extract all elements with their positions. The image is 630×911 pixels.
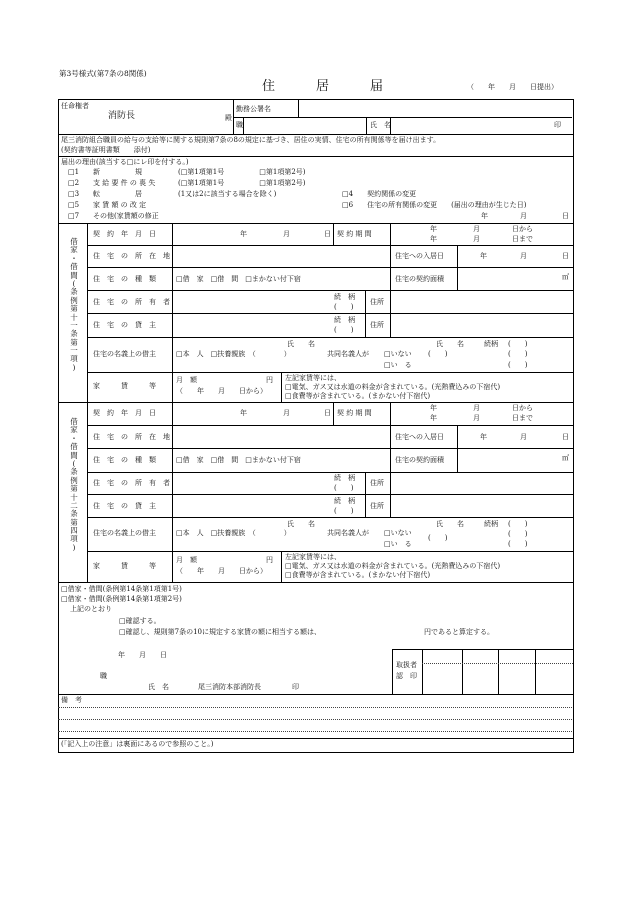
bottom-position: 職 — [100, 672, 107, 680]
s2-joint-paren-4: ( ) — [508, 540, 528, 548]
attachment-text: (契約書等証明書類 添付) — [61, 146, 151, 154]
s2-from-month: 月 — [473, 404, 480, 412]
reason-box-1[interactable]: □1 — [68, 168, 80, 176]
s1-joint-label: 共同名義人が — [327, 350, 369, 358]
s1-rent-note: 左記家賃等には、 — [285, 374, 341, 382]
s2-monthly: 月 額 — [176, 556, 197, 564]
s1-from-year: 年 — [430, 225, 437, 233]
s2-day: 日 — [324, 409, 331, 417]
s1-rent-opt1[interactable]: □電気、ガス又は水道の料金が含まれている。(光熱費込みの下宿代) — [285, 383, 501, 391]
footer-note: (「記入上の注意」は裏面にあるので参照のこと。) — [61, 740, 214, 748]
s1-movein-day: 日 — [562, 252, 569, 260]
s1-lender-label: 住 宅 の 貸 主 — [93, 321, 156, 329]
s2-rent-opt1[interactable]: □電気、ガス又は水道の料金が含まれている。(光熱費込みの下宿代) — [285, 562, 501, 570]
s2-owner-paren: ( ) — [334, 484, 354, 492]
form-number: 第3号様式(第7条の8関係) — [59, 69, 147, 78]
s1-monthly: 月 額 — [176, 376, 197, 384]
s1-joint-paren-4: ( ) — [508, 361, 528, 369]
s2-to-day: 日まで — [512, 414, 533, 422]
reason-year: 年 — [481, 212, 488, 220]
s2-type-label: 住 宅 の 種 類 — [93, 456, 156, 464]
s1-owner-address: 住所 — [370, 298, 384, 306]
s1-name-head: 氏 名 — [287, 340, 315, 348]
s1-yen: 円 — [266, 376, 273, 384]
dono-label: 殿 — [225, 114, 232, 122]
reason-note-2: (□第1項第1号 □第1項第2号) — [178, 179, 306, 187]
s2-area-label: 住宅の契約面積 — [395, 456, 444, 464]
s2-owner-label: 住 宅 の 所 有 者 — [93, 479, 170, 487]
s1-year: 年 — [240, 230, 247, 238]
s2-address-label: 住 宅 の 所 在 地 — [93, 433, 170, 441]
s2-from: （ 年 月 日から） — [176, 567, 267, 575]
s2-owner-relation: 続 柄 — [334, 474, 355, 482]
s2-from-day: 日から — [512, 404, 533, 412]
s1-period-label: 契 約 期 間 — [337, 230, 372, 238]
s2-tenant-options[interactable]: □本 人 □扶養親族 （ ） — [176, 529, 291, 537]
name-label: 氏 名 — [370, 121, 391, 129]
reason-label-2: 支 給 要 件 の 喪 失 — [93, 179, 156, 187]
reason-heading: 届出の理由(該当する□にレ印を付する。) — [61, 158, 189, 166]
bottom-seal: 印 — [292, 683, 299, 691]
bottom-chief: 尾三消防本部消防長 — [198, 683, 261, 691]
s1-joint-paren-3: ( ) — [508, 350, 528, 358]
s1-joint-paren-2: ( ) — [428, 350, 448, 358]
bottom-confirm-1[interactable]: □確認する。 — [119, 617, 161, 625]
s2-year: 年 — [240, 409, 247, 417]
bottom-opt-2[interactable]: □借家・借間(条例第14条第1項第2号) — [61, 595, 182, 603]
s1-rent-label: 家 賃 等 — [93, 382, 156, 390]
s2-rent-note: 左記家賃等には、 — [285, 553, 341, 561]
s1-from-month: 月 — [473, 225, 480, 233]
s2-name-head: 氏 名 — [287, 520, 315, 528]
s1-address-label: 住 宅 の 所 在 地 — [93, 252, 170, 260]
s1-joint-rel: 続柄 — [484, 340, 498, 348]
s1-joint-none[interactable]: □いない — [384, 350, 412, 358]
s2-joint-label: 共同名義人が — [327, 529, 369, 537]
reason-box-5[interactable]: □5 — [68, 201, 80, 209]
s1-from: （ 年 月 日から） — [176, 387, 267, 395]
s2-to-year: 年 — [430, 414, 437, 422]
bottom-calc: 円であると算定する。 — [424, 628, 494, 636]
s2-period-label: 契 約 期 間 — [337, 409, 372, 417]
s1-move-in-label: 住宅への入居日 — [395, 252, 444, 260]
s1-to-day: 日まで — [512, 235, 533, 243]
s2-joint-rel: 続柄 — [484, 520, 498, 528]
s2-movein-month: 月 — [520, 433, 527, 441]
s2-to-month: 月 — [473, 414, 480, 422]
s2-joint-paren-3: ( ) — [508, 530, 528, 538]
s2-type-options[interactable]: □借 家 □借 間 □まかない付下宿 — [176, 456, 301, 464]
s2-lender-relation: 続 柄 — [334, 497, 355, 505]
s2-month: 月 — [283, 409, 290, 417]
s1-month: 月 — [283, 230, 290, 238]
s2-movein-day: 日 — [562, 433, 569, 441]
s1-to-month: 月 — [473, 235, 480, 243]
s2-from-year: 年 — [430, 404, 437, 412]
s1-day: 日 — [324, 230, 331, 238]
s2-rent-opt2[interactable]: □食費等が含まれている。(まかない付下宿代) — [285, 571, 431, 579]
workplace-label: 勤務公署名 — [236, 105, 271, 113]
submitted-date: （ 年 月 日提出） — [467, 83, 558, 91]
s2-tenant-label: 住宅の名義上の借主 — [93, 529, 156, 537]
bottom-date: 年 月 日 — [118, 651, 167, 659]
bottom-opt-1[interactable]: □借家・借間(条例第14条第1項第1号) — [61, 585, 182, 593]
s1-contract-date-label: 契 約 年 月 日 — [93, 230, 156, 238]
recipient-label: 任命権者 — [61, 102, 89, 110]
section1-side-label: 借 家 ・ 借 間 ( 条 例 第 十 一 条 第 一 項 ) — [70, 237, 78, 372]
s1-lender-relation: 続 柄 — [334, 316, 355, 324]
s1-area-label: 住宅の契約面積 — [395, 275, 444, 283]
statement-text: 尾三消防組合職員の給与の支給等に関する規則第7条の8の規定に基づき、居住の実情、住宅の所有関係等を届け出ます。 — [61, 136, 441, 144]
reason-box-7[interactable]: □7 — [68, 212, 80, 220]
reason-label-3: 転 居 — [93, 190, 142, 198]
s2-lender-label: 住 宅 の 貸 主 — [93, 502, 156, 510]
reason-item-4[interactable]: □4 契約関係の変更 — [342, 190, 417, 198]
s1-movein-month: 月 — [520, 252, 527, 260]
reason-day: 日 — [562, 212, 569, 220]
s2-yen: 円 — [266, 556, 273, 564]
s2-contract-date-label: 契 約 年 月 日 — [93, 409, 156, 417]
reason-box-2[interactable]: □2 — [68, 179, 80, 187]
s2-move-in-label: 住宅への入居日 — [395, 433, 444, 441]
reason-month: 月 — [520, 212, 527, 220]
s2-joint-paren-2: ( ) — [428, 534, 448, 542]
s1-joint-name: 氏 名 — [436, 340, 464, 348]
s2-rent-label: 家 賃 等 — [93, 562, 156, 570]
reason-label-7: その他(家賃額の修正 — [93, 212, 159, 220]
reason-label-1: 新 規 — [93, 168, 142, 176]
bottom-name-label: 氏 名 — [148, 683, 169, 691]
reason-item-6[interactable]: □6 住宅の所有関係の変更 (届出の理由が生じた日) — [342, 201, 527, 209]
reason-label-5: 家 賃 額 の 改 定 — [93, 201, 147, 209]
section2-side-label: 借 家 ・ 借 間 ( 条 例 第 十 二 条 第 四 項 ) — [70, 417, 78, 552]
s1-rent-opt2[interactable]: □食費等が含まれている。(まかない付下宿代) — [285, 392, 431, 400]
seal-label: 印 — [554, 121, 561, 129]
s1-from-day: 日から — [512, 225, 533, 233]
s2-joint-none[interactable]: □いない — [384, 529, 412, 537]
s1-owner-paren: ( ) — [334, 303, 354, 311]
s2-joint-paren-1: ( ) — [508, 520, 528, 528]
s2-movein-year: 年 — [480, 433, 487, 441]
s1-lender-address: 住所 — [370, 321, 384, 329]
s2-lender-address: 住所 — [370, 502, 384, 510]
s1-tenant-options[interactable]: □本 人 □扶養親族 （ ） — [176, 350, 291, 358]
s1-m2-unit: ㎡ — [562, 273, 569, 281]
bottom-above: 上記のとおり — [70, 605, 112, 613]
remarks-label: 備 考 — [61, 696, 82, 704]
s2-lender-paren: ( ) — [334, 507, 354, 515]
s1-tenant-label: 住宅の名義上の借主 — [93, 350, 156, 358]
position-label: 職 — [236, 121, 243, 129]
s2-joint-yes[interactable]: □い る — [384, 540, 412, 548]
s1-type-label: 住 宅 の 種 類 — [93, 275, 156, 283]
s1-movein-year: 年 — [480, 252, 487, 260]
s2-owner-address: 住所 — [370, 479, 384, 487]
bottom-confirm-2[interactable]: □確認し、規則第7条の10に規定する家賃の額に相当する額は、 — [119, 628, 321, 636]
s2-m2-unit: ㎡ — [562, 454, 569, 462]
s1-owner-label: 住 宅 の 所 有 者 — [93, 298, 170, 306]
recipient-name: 消防長 — [108, 111, 136, 121]
reason-note-1: (□第1項第1号 □第1項第2号) — [178, 168, 306, 176]
form-title: 住 居 届 — [262, 79, 398, 94]
s1-joint-yes[interactable]: □い る — [384, 361, 412, 369]
s1-lender-paren: ( ) — [334, 326, 354, 334]
s1-to-year: 年 — [430, 235, 437, 243]
s1-type-options[interactable]: □借 家 □借 間 □まかない付下宿 — [176, 275, 301, 283]
handler-stamp: 認 印 — [396, 672, 417, 680]
handler-label: 取扱者 — [396, 661, 417, 669]
s1-joint-paren-1: ( ) — [508, 340, 528, 348]
s1-owner-relation: 続 柄 — [334, 293, 355, 301]
reason-box-3[interactable]: □3 — [68, 190, 80, 198]
reason-note-3: (1又は2に該当する場合を除く) — [178, 190, 277, 198]
s2-joint-name: 氏 名 — [436, 520, 464, 528]
